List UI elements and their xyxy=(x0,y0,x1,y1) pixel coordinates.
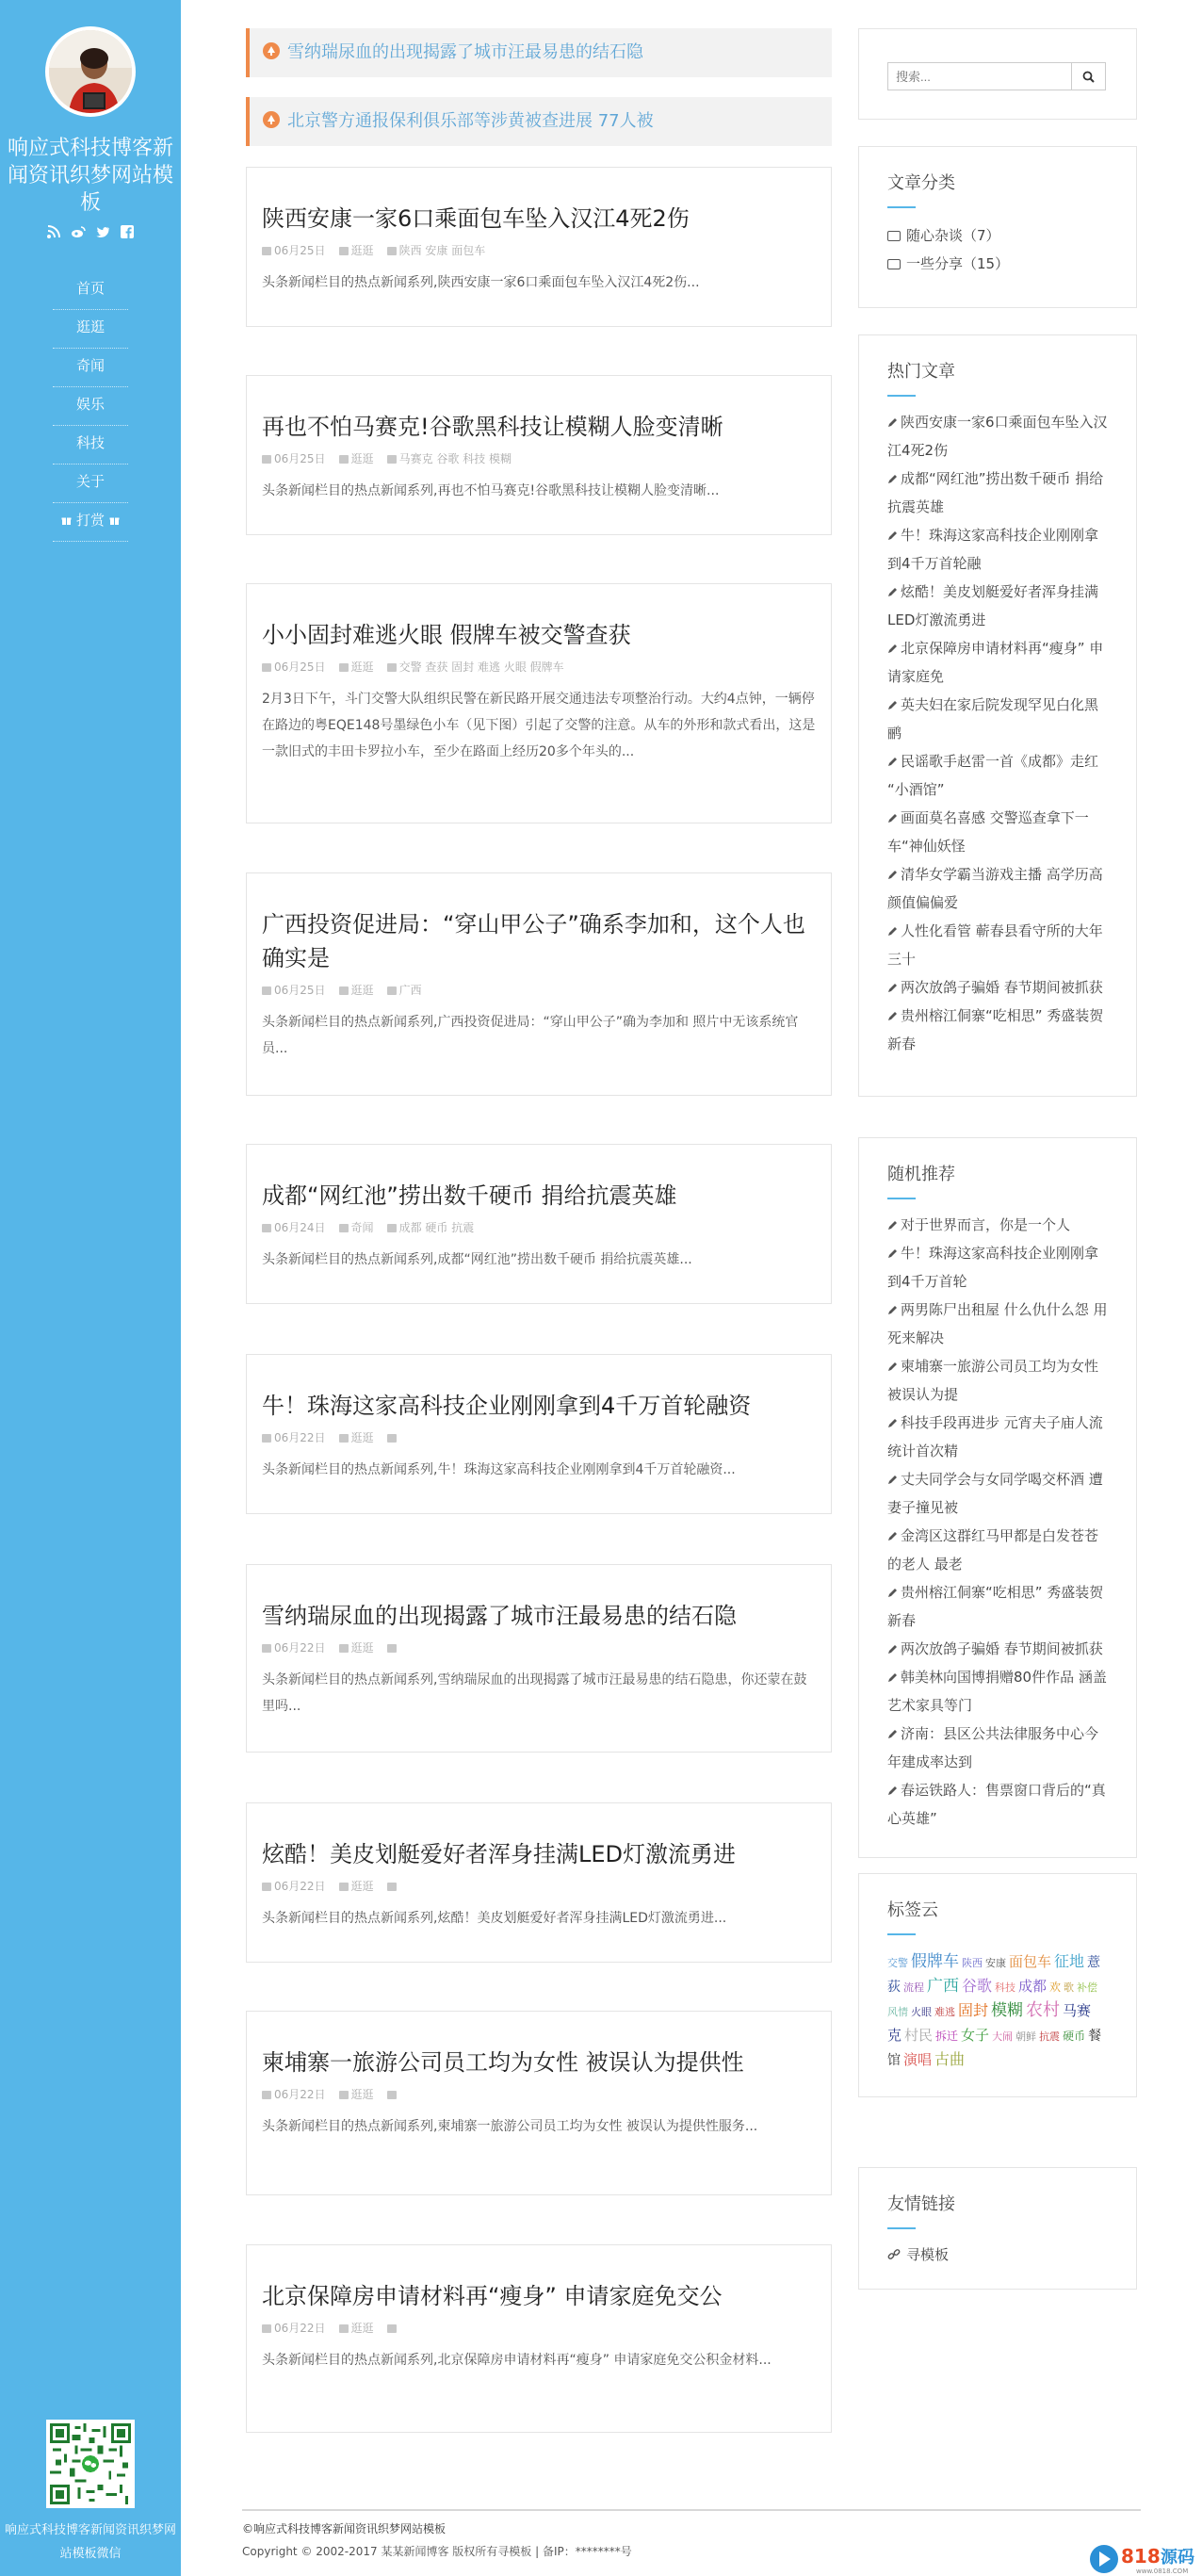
post-date: 06月22日 xyxy=(262,2322,326,2335)
hot-article-link[interactable]: 两次放鸽子骗婚 春节期间被抓获 xyxy=(887,973,1108,1002)
post-title[interactable]: 雪纳瑞尿血的出现揭露了城市汪最易患的结石隐 xyxy=(262,1603,737,1629)
post-excerpt: 头条新闻栏目的热点新闻系列,雪纳瑞尿血的出现揭露了城市汪最易患的结石隐患，你还蒙在鼓里吗... xyxy=(262,1672,807,1714)
post-excerpt: 头条新闻栏目的热点新闻系列,北京保障房申请材料再“瘦身” 申请家庭免交公积金材料... xyxy=(262,2353,772,2368)
nav-item-yule[interactable]: 娱乐 xyxy=(53,387,128,426)
search-icon xyxy=(1082,71,1095,83)
folder-icon xyxy=(339,247,349,255)
hot-article-link[interactable]: 炫酷！美皮划艇爱好者浑身挂满LED灯激流勇进 xyxy=(887,583,1099,628)
post-tags[interactable] xyxy=(387,1880,399,1893)
tag-link[interactable]: 朝鲜 xyxy=(1015,2030,1037,2043)
tag-link[interactable]: 征地 xyxy=(1054,1952,1085,1970)
post-card xyxy=(246,1144,832,1304)
post-tags[interactable]: 成都 硬币 抗震 xyxy=(387,1221,475,1234)
pencil-icon xyxy=(887,1361,898,1372)
calendar-icon xyxy=(262,1883,271,1891)
tag-link[interactable]: 火眼 xyxy=(911,2006,932,2018)
post-date: 06月22日 xyxy=(262,1880,326,1893)
random-article-link[interactable]: 两次放鸽子骗婚 春节期间被抓获 xyxy=(887,1635,1108,1663)
random-article-link[interactable]: 贵州榕江侗寨“吃相思” 秀盛装贺新春 xyxy=(887,1584,1104,1629)
tag-link[interactable]: 女子 xyxy=(961,2027,990,2044)
post-card xyxy=(246,1354,832,1514)
post-meta xyxy=(262,981,816,1000)
footer-brand: ©响应式科技博客新闻资讯织梦网站模板 xyxy=(242,2522,447,2535)
main-nav xyxy=(53,271,128,542)
post-category[interactable]: 逛逛 xyxy=(339,452,374,465)
post-title[interactable]: 成都“网红池”捞出数千硬币 捐给抗震英雄 xyxy=(262,1182,677,1209)
calendar-icon xyxy=(262,455,271,464)
pencil-icon xyxy=(887,1220,898,1231)
folder-icon xyxy=(339,1434,349,1443)
tag-link[interactable]: 农村 xyxy=(1026,2000,1061,2020)
post-date: 06月22日 xyxy=(262,1641,326,1655)
hot-articles-widget xyxy=(858,334,1137,1097)
tag-link[interactable]: 古曲 xyxy=(934,2050,966,2068)
tag-link[interactable]: 固封 xyxy=(958,2001,989,2019)
post-excerpt: 头条新闻栏目的热点新闻系列,牛！珠海这家高科技企业刚刚拿到4千万首轮融资... xyxy=(262,1462,736,1477)
pencil-icon xyxy=(887,1785,898,1796)
hot-article-link[interactable]: 成都“网红池”捞出数千硬币 捐给抗震英雄 xyxy=(887,470,1104,515)
post-excerpt: 头条新闻栏目的热点新闻系列,柬埔寨一旅游公司员工均为女性 被误认为提供性服务... xyxy=(262,2119,758,2134)
post-meta xyxy=(262,1218,816,1237)
calendar-icon xyxy=(262,1434,271,1443)
pencil-icon xyxy=(887,1011,898,1021)
tag-link[interactable]: 假牌车 xyxy=(911,1952,959,1971)
tag-icon xyxy=(387,986,397,995)
post-card xyxy=(246,375,832,535)
tag-link[interactable]: 拆迁 xyxy=(935,2030,959,2043)
tag-link[interactable]: 餐馆 xyxy=(887,2029,1102,2068)
widget-title: 标签云 xyxy=(887,1899,1108,1935)
tag-link[interactable]: 广西 xyxy=(927,1977,959,1996)
pencil-icon xyxy=(887,1531,898,1541)
post-tags[interactable] xyxy=(387,1431,399,1444)
qr-caption: 响应式科技博客新闻资讯织梦网站模板微信 xyxy=(4,2523,176,2561)
post-meta xyxy=(262,658,816,677)
post-excerpt: 头条新闻栏目的热点新闻系列,炫酷！美皮划艇爱好者浑身挂满LED灯激流勇进... xyxy=(262,1911,727,1926)
post-category[interactable]: 逛逛 xyxy=(339,1880,374,1893)
post-date: 06月25日 xyxy=(262,452,326,465)
random-recommend-widget xyxy=(858,1137,1137,1858)
tag-icon xyxy=(387,247,397,255)
folder-icon xyxy=(339,1224,349,1232)
hot-article-link[interactable]: 画面莫名喜感 交警巡查拿下一车“神仙妖怪 xyxy=(887,809,1089,855)
footer-copyright: Copyright © 2002-2017 某某新闻博客 版权所有寻模板 | 备IP：********号 xyxy=(242,2545,632,2558)
post-category[interactable]: 逛逛 xyxy=(339,2088,374,2101)
watermark-logo xyxy=(1087,2538,1198,2576)
pencil-icon xyxy=(887,757,898,767)
random-article-link[interactable]: 牛！珠海这家高科技企业刚刚拿到4千万首轮 xyxy=(887,1245,1099,1290)
post-date: 06月22日 xyxy=(262,2088,326,2101)
post-date: 06月25日 xyxy=(262,244,326,257)
folder-icon xyxy=(339,455,349,464)
post-card xyxy=(246,2244,832,2433)
nav-item-home[interactable]: 首页 xyxy=(53,271,128,310)
avatar[interactable] xyxy=(45,26,136,117)
folder-icon xyxy=(339,1883,349,1891)
tag-link[interactable]: 安康 xyxy=(985,1957,1006,1969)
tag-link[interactable]: 风情 xyxy=(887,2006,908,2018)
folder-icon xyxy=(887,231,901,241)
post-card xyxy=(246,167,832,327)
tag-link[interactable]: 薏荻 xyxy=(887,1955,1101,1995)
random-article-link[interactable]: 两男陈尸出租屋 什么仇什么怨 用死来解决 xyxy=(887,1301,1108,1346)
tag-link[interactable]: 硬币 xyxy=(1063,2030,1086,2043)
calendar-icon xyxy=(262,986,271,995)
tag-icon xyxy=(387,455,397,464)
random-article-link[interactable]: 柬埔寨一旅游公司员工均为女性 被误认为提 xyxy=(887,1358,1099,1403)
post-meta xyxy=(262,1428,816,1447)
random-article-link[interactable]: 对于世界而言，你是一个人 xyxy=(887,1211,1108,1239)
post-meta xyxy=(262,449,816,468)
post-tags[interactable] xyxy=(387,2088,399,2101)
post-category[interactable]: 逛逛 xyxy=(339,660,374,674)
wechat-qr-code xyxy=(46,2420,135,2508)
calendar-icon xyxy=(262,2091,271,2099)
post-title[interactable]: 柬埔寨一旅游公司员工均为女性 被误认为提供性 xyxy=(262,2049,744,2076)
post-excerpt: 头条新闻栏目的热点新闻系列,再也不怕马赛克!谷歌黑科技让模糊人脸变清晰... xyxy=(262,483,720,498)
tag-icon xyxy=(387,2324,397,2333)
rss-icon[interactable] xyxy=(46,224,61,239)
post-card xyxy=(246,1802,832,1963)
post-tags[interactable] xyxy=(387,2322,399,2335)
nav-donate-label: 打赏 xyxy=(75,512,105,529)
pencil-icon xyxy=(887,1475,898,1485)
nav-item-donate[interactable] xyxy=(53,503,128,542)
tag-link[interactable]: 马赛克 xyxy=(887,2002,1092,2044)
folder-icon xyxy=(339,663,349,672)
svg-text:www.0818.COM: www.0818.COM xyxy=(1136,2568,1189,2575)
pencil-icon xyxy=(887,1248,898,1259)
svg-text:818: 818 xyxy=(1121,2545,1161,2568)
widget-title: 热门文章 xyxy=(887,361,1108,397)
pencil-icon xyxy=(887,813,898,823)
calendar-icon xyxy=(262,2324,271,2333)
facebook-icon[interactable] xyxy=(120,224,135,239)
notice-text[interactable]: 雪纳瑞尿血的出现揭露了城市汪最易患的结石隐 xyxy=(287,42,643,62)
search-widget xyxy=(858,28,1137,120)
tag-cloud-widget xyxy=(858,1873,1137,2097)
weibo-icon[interactable] xyxy=(71,224,86,239)
tag-icon xyxy=(387,1434,397,1443)
widget-title: 文章分类 xyxy=(887,172,1108,208)
hot-article-link[interactable]: 民谣歌手赵雷一首《成都》走红 “小酒馆” xyxy=(887,753,1099,798)
post-meta xyxy=(262,1639,816,1657)
pencil-icon xyxy=(887,474,898,484)
pencil-icon xyxy=(887,1729,898,1739)
post-excerpt: 头条新闻栏目的热点新闻系列,广西投资促进局：“穿山甲公子”确为李加和 照片中无该系统官员... xyxy=(262,1015,799,1056)
random-article-link[interactable]: 韩美林向国博捐赠80件作品 涵盖艺术家具等门 xyxy=(887,1669,1107,1714)
category-item[interactable]: 一些分享（15） xyxy=(887,250,1108,278)
post-category[interactable]: 奇闻 xyxy=(339,1221,374,1234)
footer-divider xyxy=(242,2509,1141,2511)
nav-item-keji[interactable]: 科技 xyxy=(53,426,128,465)
nav-item-qiwen[interactable]: 奇闻 xyxy=(53,349,128,387)
tag-link[interactable]: 难逃 xyxy=(934,2006,955,2018)
hot-article-link[interactable]: 英夫妇在家后院发现罕见白化黑鹂 xyxy=(887,696,1099,742)
post-tags[interactable] xyxy=(387,1641,399,1655)
tag-link[interactable]: 村民 xyxy=(904,2027,934,2044)
notice-icon xyxy=(263,111,280,128)
post-date: 06月22日 xyxy=(262,1431,326,1444)
folder-icon xyxy=(339,986,349,995)
tag-link[interactable]: 模糊 xyxy=(991,2001,1024,2020)
post-date: 06月25日 xyxy=(262,660,326,674)
post-category[interactable]: 逛逛 xyxy=(339,984,374,997)
post-card xyxy=(246,2011,832,2195)
post-meta xyxy=(262,2319,816,2338)
pencil-icon xyxy=(887,870,898,880)
post-title[interactable]: 炫酷！美皮划艇爱好者浑身挂满LED灯激流勇进 xyxy=(262,1841,737,1867)
post-tags[interactable]: 陕西 安康 面包车 xyxy=(387,244,486,257)
hot-article-link[interactable]: 牛！珠海这家高科技企业刚刚拿到4千万首轮融 xyxy=(887,527,1099,572)
post-card xyxy=(246,583,832,823)
calendar-icon xyxy=(262,1224,271,1232)
random-article-link[interactable]: 丈夫同学会与女同学喝交杯酒 遭妻子撞见被 xyxy=(887,1471,1103,1516)
folder-icon xyxy=(887,259,901,269)
folder-icon xyxy=(339,2091,349,2099)
nav-item-guangguang[interactable]: 逛逛 xyxy=(53,310,128,349)
post-tags[interactable]: 马赛克 谷歌 科技 模糊 xyxy=(387,452,512,465)
post-category[interactable]: 逛逛 xyxy=(339,2322,374,2335)
calendar-icon xyxy=(262,663,271,672)
tag-icon xyxy=(387,663,397,672)
calendar-icon xyxy=(262,247,271,255)
random-article-link[interactable]: 科技手段再进步 元宵夫子庙人流统计首次精 xyxy=(887,1414,1103,1459)
post-date: 06月24日 xyxy=(262,1221,326,1234)
hot-article-link[interactable]: 人性化看管 蕲春县看守所的大年三十 xyxy=(887,922,1103,968)
post-title[interactable]: 广西投资促进局：“穿山甲公子”确系李加和，这个人也确实是 xyxy=(262,911,805,971)
post-title[interactable]: 牛！珠海这家高科技企业刚刚拿到4千万首轮融资 xyxy=(262,1393,752,1419)
tag-link[interactable]: 科技 xyxy=(995,1981,1016,1994)
notice-item[interactable] xyxy=(246,97,832,146)
post-category[interactable]: 逛逛 xyxy=(339,1431,374,1444)
pencil-icon xyxy=(887,587,898,597)
post-excerpt: 2月3日下午，斗门交警大队组织民警在新民路开展交通违法专项整治行动。大约4点钟，一辆停在路边的粤EQE148号墨绿色小车（见下图）引起了交警的注意。从车的外形和款式看出，这是一款旧式的丰田卡罗拉小车，至少在路面上经历20多个年头的... xyxy=(262,692,816,759)
pencil-icon xyxy=(887,530,898,541)
gift-icon xyxy=(109,515,120,526)
tag-link[interactable]: 成都 xyxy=(1018,1978,1048,1995)
pencil-icon xyxy=(887,700,898,710)
friend-links-widget xyxy=(858,2167,1137,2290)
gift-icon xyxy=(61,515,72,526)
post-date: 06月25日 xyxy=(262,984,326,997)
tag-link[interactable]: 面包车 xyxy=(1009,1953,1052,1970)
tag-link[interactable]: 交警 xyxy=(887,1957,908,1969)
tag-link[interactable]: 欢 xyxy=(1049,1981,1062,1994)
nav-item-about[interactable]: 关于 xyxy=(53,465,128,503)
post-card xyxy=(246,872,832,1096)
hot-article-link[interactable]: 陕西安康一家6口乘面包车坠入汉江4死2伤 xyxy=(887,414,1108,459)
calendar-icon xyxy=(262,1644,271,1653)
widget-title: 随机推荐 xyxy=(887,1164,1108,1199)
hot-article-link[interactable]: 清华女学霸当游戏主播 高学历高颜值偏偏爱 xyxy=(887,866,1103,911)
post-title[interactable]: 北京保障房申请材料再“瘦身” 申请家庭免交公 xyxy=(262,2283,723,2309)
tag-link[interactable]: 谷歌 xyxy=(962,1977,993,1995)
tag-link[interactable]: 流程 xyxy=(903,1981,924,1994)
pencil-icon xyxy=(887,1644,898,1655)
pencil-icon xyxy=(887,1305,898,1315)
link-icon xyxy=(887,2248,901,2261)
post-tags[interactable]: 交警 查获 固封 难逃 火眼 假牌车 xyxy=(387,660,564,674)
folder-icon xyxy=(339,1644,349,1653)
search-button[interactable] xyxy=(1072,62,1106,90)
site-title[interactable]: 响应式科技博客新闻资讯织梦网站模板 xyxy=(7,137,173,215)
pencil-icon xyxy=(887,1588,898,1598)
post-card xyxy=(246,1564,832,1753)
svg-text:源码: 源码 xyxy=(1161,2548,1194,2568)
hot-article-link[interactable]: 北京保障房申请材料再“瘦身” 申请家庭免 xyxy=(887,640,1104,685)
tag-link[interactable]: 歌 xyxy=(1064,1981,1075,1994)
tag-link[interactable]: 大闹 xyxy=(992,2030,1014,2043)
pencil-icon xyxy=(887,983,898,993)
notice-text[interactable]: 北京警方通报保利俱乐部等涉黄被查进展 77人被 xyxy=(287,111,654,131)
post-category[interactable]: 逛逛 xyxy=(339,1641,374,1655)
twitter-icon[interactable] xyxy=(95,224,110,239)
hot-article-link[interactable]: 贵州榕江侗寨“吃相思” 秀盛装贺新春 xyxy=(887,1007,1104,1052)
social-links xyxy=(0,224,181,239)
post-meta xyxy=(262,241,816,260)
random-article-link[interactable]: 金湾区这群红马甲都是白发苍苍的老人 最老 xyxy=(887,1527,1099,1573)
category-widget xyxy=(858,146,1137,308)
tag-link[interactable]: 陕西 xyxy=(962,1957,983,1969)
folder-icon xyxy=(339,2324,349,2333)
pencil-icon xyxy=(887,644,898,654)
post-category[interactable]: 逛逛 xyxy=(339,244,374,257)
pencil-icon xyxy=(887,1672,898,1683)
tag-icon xyxy=(387,1644,397,1653)
random-article-link[interactable]: 春运铁路人：售票窗口背后的“真心英雄” xyxy=(887,1782,1106,1827)
notice-item[interactable] xyxy=(246,28,832,77)
widget-title: 友情链接 xyxy=(887,2193,1108,2229)
tag-link[interactable]: 补偿 xyxy=(1077,1981,1098,1994)
post-excerpt: 头条新闻栏目的热点新闻系列,陕西安康一家6口乘面包车坠入汉江4死2伤... xyxy=(262,275,700,290)
category-item[interactable]: 随心杂谈（7） xyxy=(887,221,1108,250)
pencil-icon xyxy=(887,926,898,937)
post-title[interactable]: 小小固封难逃火眼 假牌车被交警查获 xyxy=(262,622,631,648)
post-tags[interactable]: 广西 xyxy=(387,984,422,997)
tag-link[interactable]: 抗震 xyxy=(1039,2030,1061,2043)
random-article-link[interactable]: 济南：县区公共法律服务中心今年建成率达到 xyxy=(887,1725,1099,1770)
sidebar xyxy=(0,0,181,2576)
pencil-icon xyxy=(887,417,898,428)
tag-icon xyxy=(387,1224,397,1232)
post-title[interactable]: 再也不怕马赛克!谷歌黑科技让模糊人脸变清晰 xyxy=(262,414,723,440)
post-meta xyxy=(262,1877,816,1896)
post-excerpt: 头条新闻栏目的热点新闻系列,成都“网红池”捞出数千硬币 捐给抗震英雄... xyxy=(262,1252,692,1267)
search-input[interactable] xyxy=(887,62,1072,90)
friend-link[interactable]: 寻模板 xyxy=(887,2241,1108,2269)
pencil-icon xyxy=(887,1418,898,1428)
post-title[interactable]: 陕西安康一家6口乘面包车坠入汉江4死2伤 xyxy=(262,205,690,232)
tag-icon xyxy=(387,1883,397,1891)
tag-link[interactable]: 演唱 xyxy=(903,2051,933,2068)
notice-icon xyxy=(263,42,280,59)
post-meta xyxy=(262,2085,816,2104)
tag-icon xyxy=(387,2091,397,2099)
